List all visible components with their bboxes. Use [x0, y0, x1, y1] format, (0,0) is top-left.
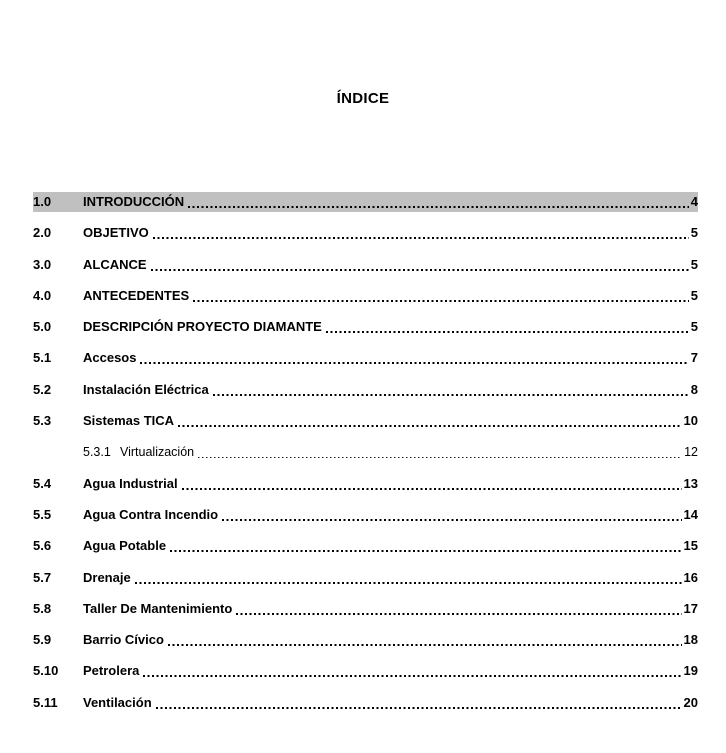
toc-entry-number: 5.3: [33, 413, 52, 429]
toc-list: [33, 192, 698, 724]
toc-entry-number: 5.1: [33, 350, 52, 366]
toc-entry-title: Virtualización: [120, 445, 195, 460]
toc-entry-title: Drenaje: [83, 569, 131, 585]
toc-entry-page: 7: [690, 350, 698, 366]
toc-leader-dots: [222, 519, 681, 521]
toc-entry-title: Barrio Cívico: [83, 632, 164, 648]
toc-entry[interactable]: [33, 474, 698, 494]
toc-entry[interactable]: [33, 568, 698, 588]
toc-leader-dots: [193, 300, 689, 302]
toc-entry-highlighted[interactable]: [33, 192, 698, 212]
toc-entry[interactable]: [33, 599, 698, 619]
toc-entry[interactable]: [33, 380, 698, 400]
toc-entry-title: Petrolera: [83, 663, 140, 679]
toc-leader-dots: [170, 550, 681, 552]
toc-entry-page: 8: [690, 381, 698, 397]
toc-entry-title: Instalación Eléctrica: [83, 381, 209, 397]
toc-entry-number: 5.7: [33, 569, 52, 585]
toc-entry-page: 13: [683, 475, 698, 491]
toc-entry-number: 2.0: [33, 225, 52, 241]
toc-leader-dots: [213, 394, 689, 396]
toc-entry-number: 5.5: [33, 506, 52, 522]
toc-entry-number: 1.0: [33, 194, 52, 209]
toc-entry-page: 5: [690, 256, 698, 272]
toc-entry-title: Agua Potable: [83, 538, 167, 554]
toc-leader-dots: [143, 675, 681, 677]
toc-entry[interactable]: [83, 442, 698, 462]
toc-entry[interactable]: [33, 630, 698, 650]
toc-entry[interactable]: [33, 411, 698, 431]
toc-entry-page: 16: [683, 569, 698, 585]
toc-leader-dots: [326, 331, 689, 333]
toc-entry-title: OBJETIVO: [83, 225, 149, 241]
toc-entry-number: 5.2: [33, 381, 52, 397]
toc-leader-dots: [198, 457, 682, 458]
toc-entry-page: 19: [683, 663, 698, 679]
toc-entry-number: 5.8: [33, 600, 52, 616]
toc-entry-page: 20: [683, 694, 698, 710]
toc-entry[interactable]: [33, 348, 698, 368]
toc-leader-dots: [178, 425, 681, 427]
toc-entry-number: 5.6: [33, 538, 52, 554]
toc-entry-title: Accesos: [83, 350, 137, 366]
toc-leader-dots: [135, 582, 682, 584]
toc-entry-title: Ventilación: [83, 694, 152, 710]
toc-entry-page: 15: [683, 538, 698, 554]
toc-entry-number: 5.4: [33, 475, 52, 491]
toc-entry-number: 5.10: [33, 663, 59, 679]
toc-leader-dots: [156, 707, 682, 709]
toc-entry-number: 4.0: [33, 287, 52, 303]
toc-entry[interactable]: [33, 286, 698, 306]
toc-entry-page: 10: [683, 413, 698, 429]
toc-entry-page: 17: [683, 600, 698, 616]
toc-entry-title: ANTECEDENTES: [83, 287, 190, 303]
toc-entry-page: 4: [690, 194, 698, 209]
toc-entry[interactable]: [33, 661, 698, 681]
toc-entry[interactable]: [33, 223, 698, 243]
toc-leader-dots: [168, 644, 682, 646]
toc-entry-title: Agua Contra Incendio: [83, 506, 219, 522]
toc-entry[interactable]: [33, 693, 698, 713]
toc-leader-dots: [188, 206, 689, 208]
toc-entry-title: Sistemas TICA: [83, 413, 175, 429]
toc-entry-number: 5.0: [33, 319, 52, 335]
toc-entry-page: 18: [683, 632, 698, 648]
toc-entry-title: DESCRIPCIÓN PROYECTO DIAMANTE: [83, 319, 322, 335]
toc-entry-page: 5: [690, 225, 698, 241]
toc-entry[interactable]: [33, 505, 698, 525]
toc-entry-title: ALCANCE: [83, 256, 147, 272]
page-title: ÍNDICE: [336, 90, 390, 107]
toc-entry-title: Taller De Mantenimiento: [83, 600, 233, 616]
toc-leader-dots: [140, 362, 688, 364]
toc-entry-number: 5.11: [33, 694, 58, 710]
toc-leader-dots: [151, 269, 689, 271]
toc-entry-number: 5.3.1: [83, 445, 111, 460]
toc-entry[interactable]: [33, 255, 698, 275]
toc-entry-title: INTRODUCCIÓN: [83, 194, 185, 209]
toc-leader-dots: [153, 237, 689, 239]
toc-entry-number: 3.0: [33, 256, 52, 272]
toc-entry-number: 5.9: [33, 632, 52, 648]
toc-entry[interactable]: [33, 536, 698, 556]
toc-leader-dots: [236, 613, 681, 615]
toc-entry-page: 14: [683, 506, 698, 522]
toc-entry-title: Agua Industrial: [83, 475, 178, 491]
toc-entry[interactable]: [33, 317, 698, 337]
toc-entry-page: 5: [690, 319, 698, 335]
toc-entry-page: 12: [684, 445, 698, 460]
toc-leader-dots: [182, 488, 682, 490]
toc-entry-page: 5: [690, 287, 698, 303]
